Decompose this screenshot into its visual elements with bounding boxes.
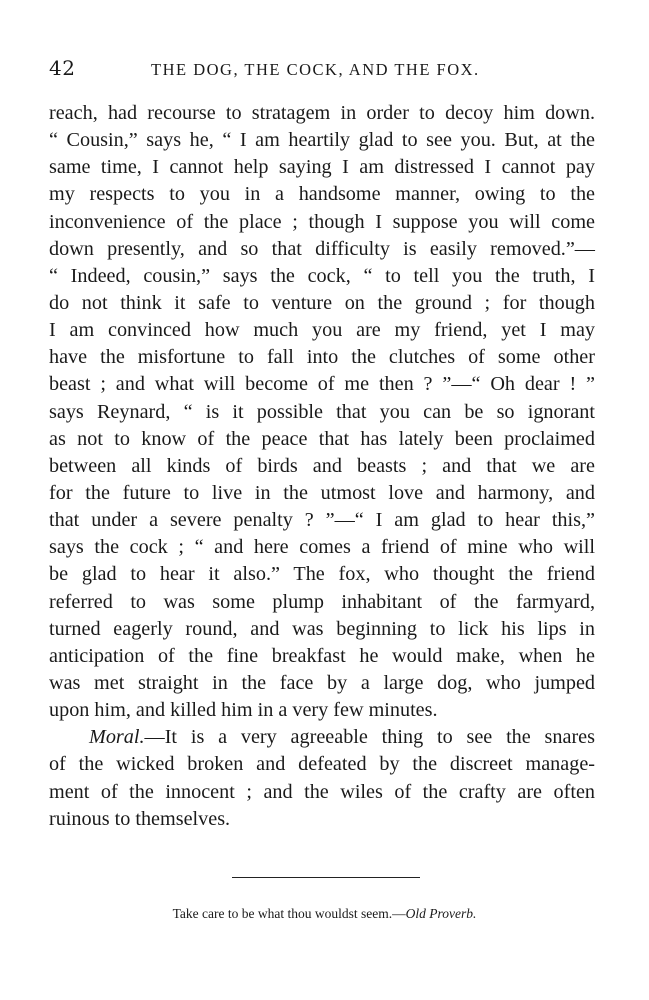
text-line: “ Cousin,” says he, “ I am heartily glad to see you. But, at the — [49, 129, 595, 152]
text-line: beast ; and what will become of me then ? ”—“ Oh dear ! ” — [49, 373, 595, 396]
text-line: my respects to you in a handsome manner, owing to the — [49, 183, 595, 206]
text-line: that under a severe penalty ? ”—“ I am glad to hear this,” — [49, 509, 595, 532]
text-line: says Reynard, “ is it possible that you can be so ignorant — [49, 400, 595, 423]
text-line: be glad to hear it also.” The fox, who thought the friend — [49, 563, 595, 586]
page-number: 42 — [49, 56, 76, 80]
proverb-source: Old Proverb. — [405, 906, 477, 921]
text-line: was met straight in the face by a large dog, who jumped — [49, 671, 595, 694]
text-line: inconvenience of the place ; though I suppose you will come — [49, 210, 595, 233]
moral-line: ruinous to themselves. — [49, 807, 231, 830]
text-line: upon him, and killed him in a very few minutes. — [49, 699, 438, 722]
text-line: as not to know of the peace that has lately been proclaimed — [49, 427, 595, 450]
text-line: “ Indeed, cousin,” says the cock, “ to tell you the truth, I — [49, 264, 595, 287]
text-line: do not think it safe to venture on the ground ; for though — [49, 291, 595, 314]
chapter-title: THE DOG, THE COCK, AND THE FOX. — [151, 60, 480, 79]
running-head — [49, 56, 601, 86]
moral-line: of the wicked broken and defeated by the discreet manage- — [49, 753, 595, 776]
text-line: says the cock ; “ and here comes a friend of mine who will — [49, 536, 595, 559]
moral-text: —It is a very agreeable thing to see the snares — [144, 726, 595, 749]
moral-label: Moral. — [89, 726, 145, 749]
text-line: anticipation of the fine breakfast he would make, when he — [49, 644, 595, 667]
text-line: down presently, and so that difficulty is easily removed.”— — [49, 237, 595, 260]
text-line: same time, I cannot help saying I am distressed I cannot pay — [49, 156, 595, 179]
proverb-text: Take care to be what thou wouldst seem.— — [172, 906, 406, 921]
text-line: reach, had recourse to stratagem in order to decoy him down. — [49, 102, 595, 124]
proverb-footer — [0, 906, 649, 922]
text-line: for the future to live in the utmost love and harmony, and — [49, 481, 595, 504]
text-line: between all kinds of birds and beasts ; and that we are — [49, 454, 595, 477]
text-line: turned eagerly round, and was beginning to lick his lips in — [49, 617, 595, 640]
text-line: have the misfortune to fall into the clutches of some other — [49, 346, 595, 369]
divider-rule — [232, 877, 420, 878]
text-line: referred to was some plump inhabitant of the farmyard, — [49, 590, 595, 613]
moral-line — [49, 724, 595, 751]
fable-text — [49, 100, 595, 833]
moral-line: ment of the innocent ; and the wiles of the crafty are often — [49, 780, 595, 803]
text-line: I am convinced how much you are my friend, yet I may — [49, 319, 595, 342]
